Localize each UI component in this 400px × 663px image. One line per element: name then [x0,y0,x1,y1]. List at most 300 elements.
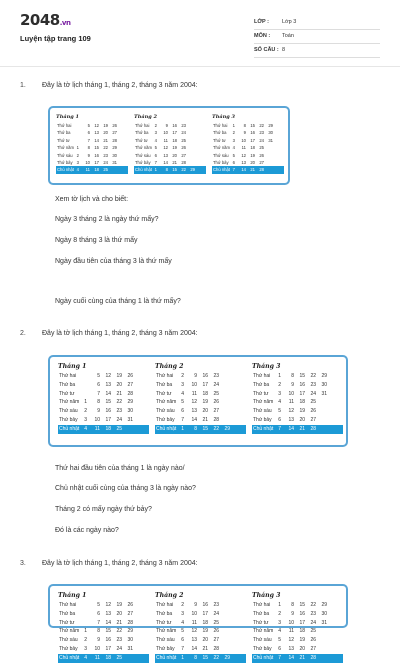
calendar-date: 1 [181,425,184,432]
calendar-date: 18 [105,425,111,432]
calendar-row [155,610,246,619]
calendar-date: 7 [154,159,157,165]
calendar-date: 18 [105,654,111,661]
calendar-row [155,654,246,663]
sub-question: Đó là các ngày nào? [55,527,119,534]
calendar-date: 17 [172,130,177,136]
calendar-date: 9 [87,152,90,158]
calendar-date: 28 [213,416,219,423]
calendar-row [252,416,343,425]
logo-suffix: .vn [59,19,71,27]
calendar-date: 2 [76,152,79,158]
calendar-date: 15 [299,602,305,608]
calendar-date: 15 [202,654,208,661]
calendar-date: 6 [97,610,100,617]
calendar-date: 21 [116,390,122,397]
calendar-date: 20 [172,152,177,158]
calendar-row [252,398,343,407]
calendar-date: 7 [181,416,184,423]
calendar-date: 17 [299,390,305,397]
calendar-date: 9 [165,123,168,128]
calendar-date: 31 [127,645,133,652]
calendar-date: 1 [232,123,235,128]
calendar-date: 16 [172,123,177,128]
calendar-weekday: Thứ bảy [253,645,272,652]
calendar-date: 10 [288,619,294,626]
calendar-row [252,619,343,628]
calendar-date: 2 [84,408,87,415]
calendar-date: 8 [87,145,90,151]
calendar-weekday: Thứ bảy [213,159,229,165]
calendar-date: 16 [299,381,305,388]
calendar-date: 20 [299,416,305,423]
calendar-date: 19 [172,145,177,151]
calendar-weekday: Thứ bảy [57,159,73,165]
calendar-date: 17 [299,619,305,626]
calendar-date: 25 [310,399,316,406]
calendar-date: 25 [103,167,108,173]
calendar-date: 16 [94,152,99,158]
calendar-date: 25 [116,654,122,661]
calendar-date: 4 [181,619,184,626]
calendar-date: 24 [116,645,122,652]
calendar-date: 6 [278,645,281,652]
calendar-row [252,645,343,654]
calendar-month [212,114,284,174]
calendar-weekday: Thứ tư [213,137,226,143]
calendar-date: 23 [310,381,316,388]
calendar-date: 2 [232,130,235,136]
calendar-date: 12 [163,145,168,151]
calendar-weekday: Thứ tư [156,390,172,397]
calendar-date: 6 [232,159,235,165]
calendar-date: 28 [213,645,219,652]
meta-value: 8 [282,47,286,53]
calendar-date: 4 [84,654,87,661]
calendar-date: 1 [84,399,87,406]
calendar-weekday: Thứ hai [156,373,174,379]
calendar-date: 28 [259,167,264,173]
calendar-date: 11 [191,619,197,626]
sub-question: Ngày cuối cùng của tháng 1 là thứ mấy? [55,298,181,305]
calendar-row [212,166,284,173]
calendar-date: 2 [84,637,87,644]
calendar-weekday: Thứ ba [57,130,71,136]
calendar-date: 3 [278,390,281,397]
calendar-row [134,159,206,166]
calendar-date: 9 [291,381,294,388]
calendar-date: 9 [243,130,246,136]
calendar-date: 27 [127,610,133,617]
calendar-row [252,372,343,381]
calendar-date: 12 [191,628,197,635]
calendar-row [134,129,206,136]
calendar-weekday: Chủ nhật [156,425,177,432]
calendar-date: 16 [202,373,208,379]
calendar-date: 1 [154,167,157,173]
calendar-date: 28 [310,425,316,432]
calendar-date: 5 [97,373,100,379]
calendar-weekday: Thứ tư [156,619,172,626]
calendar-date: 12 [288,408,294,415]
calendar-month [58,592,149,663]
calendar-weekday: Thứ sáu [253,637,272,644]
calendar-row [155,619,246,628]
calendar-weekday: Chủ nhật [156,654,177,661]
calendar-date: 28 [310,654,316,661]
calendar-date: 31 [268,137,273,143]
calendar-date: 19 [116,602,122,608]
calendar-date: 19 [202,628,208,635]
calendar-month [252,363,343,434]
calendar-date: 5 [181,628,184,635]
question-number: 1. [20,82,26,89]
calendar-row [155,372,246,381]
calendar-date: 26 [127,373,133,379]
calendar-weekday: Thứ năm [253,628,274,635]
calendar-date: 13 [105,610,111,617]
calendar-date: 7 [232,167,235,173]
calendar-date: 12 [191,399,197,406]
calendar-date: 8 [194,654,197,661]
calendar-date: 26 [213,399,219,406]
calendar-date: 3 [76,159,79,165]
calendar-date: 15 [172,167,177,173]
calendar-date: 11 [94,425,100,432]
calendar-date: 14 [288,654,294,661]
calendar-row [58,601,149,610]
calendar-date: 14 [105,390,111,397]
calendar-date: 5 [278,408,281,415]
calendar-month [58,363,149,434]
calendar-date: 18 [172,137,177,143]
question-intro: Đây là tờ lịch tháng 1, tháng 2, tháng 3 năm 2004: [42,560,198,567]
calendar-date: 11 [94,654,100,661]
page-header [0,0,400,62]
calendar-row [58,645,149,654]
calendar-date: 5 [232,152,235,158]
calendar-date: 13 [241,159,246,165]
calendar-date: 16 [105,637,111,644]
calendar-weekday: Thứ sáu [253,408,272,415]
calendar-weekday: Thứ hai [213,123,228,128]
calendar-date: 2 [181,373,184,379]
calendar-weekday: Chủ nhật [59,654,80,661]
calendar-date: 22 [116,399,122,406]
calendar-date: 26 [213,628,219,635]
calendar-date: 19 [250,152,255,158]
calendar-date: 1 [181,654,184,661]
calendar-date: 19 [116,373,122,379]
calendar-date: 15 [105,628,111,635]
calendar-row [252,425,343,434]
calendar-date: 21 [299,425,305,432]
calendar-row [252,407,343,416]
calendar-date: 23 [213,602,219,608]
calendar-weekday: Thứ sáu [156,408,175,415]
calendar-date: 7 [97,619,100,626]
calendar-row [252,627,343,636]
calendar-row [58,372,149,381]
calendar-date: 24 [259,137,264,143]
calendar-row [58,416,149,425]
calendar-date: 8 [194,425,197,432]
sub-question: Ngày 3 tháng 2 là ngày thứ mấy? [55,216,159,223]
calendar-date: 27 [310,416,316,423]
calendar-date: 29 [321,373,327,379]
calendar-date: 25 [213,390,219,397]
calendar-row [58,390,149,399]
calendar-date: 18 [299,399,305,406]
calendar-row [212,129,284,136]
calendar-weekday: Thứ năm [57,145,74,151]
calendar-date: 3 [232,137,235,143]
calendar-row [56,137,128,144]
calendar-weekday: Thứ hai [57,123,72,128]
calendar-date: 5 [87,123,90,128]
calendar-date: 3 [154,130,157,136]
calendar-date: 23 [116,408,122,415]
calendar-date: 22 [103,145,108,151]
calendar-date: 10 [85,159,90,165]
calendar-date: 10 [241,137,246,143]
sub-question: Ngày 8 tháng 3 là thứ mấy [55,237,138,244]
calendar-weekday: Thứ tư [59,619,75,626]
sub-question: Tháng 2 có mấy ngày thứ bảy? [55,506,152,513]
calendar-date: 12 [105,602,111,608]
calendar-weekday: Thứ năm [213,145,230,151]
calendar-date: 27 [181,152,186,158]
calendar-date: 1 [76,145,79,151]
calendar-date: 14 [105,619,111,626]
calendar-date: 17 [105,645,111,652]
calendar-date: 20 [202,408,208,415]
calendar-date: 11 [288,399,294,406]
calendar-weekday: Thứ tư [253,619,269,626]
calendar-date: 14 [191,416,197,423]
calendar-date: 18 [202,619,208,626]
calendar-date: 28 [127,619,133,626]
calendar-row [134,152,206,159]
calendar-weekday: Thứ sáu [213,152,229,158]
header-divider [0,66,400,67]
calendar-date: 17 [94,159,99,165]
calendar-date: 20 [116,381,122,388]
calendar-date: 23 [116,637,122,644]
calendar-date: 14 [241,167,246,173]
calendar-weekday: Thứ năm [253,399,274,406]
sub-question: Chủ nhật cuối cùng của tháng 3 là ngày nào? [55,485,196,492]
calendar-date: 28 [112,137,117,143]
calendar-date: 2 [278,610,281,617]
calendar-date: 13 [191,408,197,415]
calendar-weekday: Chủ nhật [213,167,230,173]
calendar-row [58,619,149,628]
calendar-row [155,407,246,416]
calendar-row [56,122,128,129]
calendar-date: 15 [202,425,208,432]
meta-label: LỚP : [254,19,269,25]
calendar-date: 6 [278,416,281,423]
meta-label: SỐ CÂU : [254,47,279,53]
calendar-date: 7 [87,137,90,143]
page-title: Luyện tập trang 109 [20,34,91,43]
calendar-date: 10 [163,130,168,136]
calendar-date: 25 [259,145,264,151]
calendar-weekday: Thứ năm [156,628,177,635]
calendar-weekday: Thứ bảy [135,159,151,165]
calendar-month [56,114,128,174]
calendar-date: 30 [321,610,327,617]
calendar-date: 11 [288,628,294,635]
calendar-date: 15 [250,123,255,128]
calendar-date: 13 [105,381,111,388]
calendar-date: 13 [163,152,168,158]
calendar-date: 22 [116,628,122,635]
calendar-date: 23 [259,130,264,136]
calendar-date: 26 [181,145,186,151]
calendar-month-title: Tháng 1 [56,114,79,120]
calendar-date: 30 [268,130,273,136]
calendar-date: 4 [76,167,79,173]
calendar-date: 25 [181,137,186,143]
calendar-date: 24 [310,619,316,626]
calendar-month-title: Tháng 3 [252,592,281,599]
calendar-weekday: Thứ năm [59,628,80,635]
calendar-row [58,381,149,390]
calendar-date: 7 [278,425,281,432]
calendar-date: 1 [278,373,281,379]
site-logo[interactable] [20,11,70,29]
calendar-date: 20 [202,637,208,644]
calendar-date: 23 [213,373,219,379]
calendar-date: 10 [94,645,100,652]
calendar-date: 26 [310,637,316,644]
calendar-weekday: Thứ sáu [156,637,175,644]
calendar-date: 12 [241,152,246,158]
calendar-date: 20 [250,159,255,165]
calendar-date: 3 [278,619,281,626]
calendar-row [58,425,149,434]
sub-question: Ngày đầu tiên của tháng 3 là thứ mấy [55,258,172,265]
calendar-weekday: Thứ tư [135,137,148,143]
calendar-date: 23 [181,123,186,128]
calendar-row [155,636,246,645]
calendar-weekday: Chủ nhật [57,167,74,173]
calendar-date: 29 [190,167,195,173]
calendar-date: 21 [202,416,208,423]
question-intro: Đây là tờ lịch tháng 1, tháng 2, tháng 3 năm 2004: [42,82,198,89]
calendar-date: 11 [163,137,168,143]
calendar-date: 31 [321,619,327,626]
calendar-date: 29 [112,145,117,151]
calendar-date: 29 [224,654,230,661]
calendar-date: 29 [127,399,133,406]
calendar-row [212,144,284,151]
calendar-date: 1 [278,602,281,608]
question-number: 3. [20,560,26,567]
calendar-date: 20 [103,130,108,136]
calendar-month [252,592,343,663]
calendar-date: 29 [321,602,327,608]
calendar-row [134,137,206,144]
calendar-date: 24 [213,610,219,617]
calendar-date: 17 [202,610,208,617]
calendar-date: 21 [103,137,108,143]
calendar-row [155,601,246,610]
meta-value: Lớp 3 [282,19,297,25]
calendar-date: 22 [259,123,264,128]
calendar-date: 15 [94,145,99,151]
calendar-date: 22 [181,167,186,173]
calendar-date: 19 [299,408,305,415]
calendar-row [252,601,343,610]
calendar-date: 18 [299,628,305,635]
calendar-weekday: Thứ hai [156,602,174,608]
calendar-weekday: Thứ sáu [57,152,73,158]
calendar-date: 16 [299,610,305,617]
calendar-date: 26 [310,408,316,415]
calendar-weekday: Thứ bảy [156,416,175,423]
calendar-image [48,355,348,447]
calendar-date: 27 [127,381,133,388]
calendar-row [155,381,246,390]
calendar-date: 4 [232,145,235,151]
calendar-date: 19 [103,123,108,128]
calendar-date: 14 [288,425,294,432]
calendar-row [58,627,149,636]
calendar-date: 14 [163,159,168,165]
calendar-date: 5 [97,602,100,608]
calendar-weekday: Thứ tư [57,137,70,143]
calendar-weekday: Chủ nhật [253,654,274,661]
calendar-date: 16 [105,408,111,415]
calendar-date: 26 [259,152,264,158]
calendar-date: 17 [250,137,255,143]
calendar-month-title: Tháng 3 [252,363,281,370]
calendar-weekday: Thứ sáu [59,637,78,644]
calendar-date: 11 [241,145,246,151]
calendar-row [252,654,343,663]
calendar-month [155,363,246,434]
calendar-date: 22 [310,602,316,608]
calendar-weekday: Thứ sáu [135,152,151,158]
calendar-row [56,129,128,136]
calendar-image [48,106,290,185]
calendar-weekday: Thứ ba [156,610,173,617]
calendar-date: 6 [87,130,90,136]
calendar-row [58,654,149,663]
calendar-date: 22 [213,425,219,432]
calendar-row [155,627,246,636]
calendar-date: 2 [181,602,184,608]
calendar-date: 13 [94,130,99,136]
calendar-row [155,390,246,399]
calendar-date: 17 [105,416,111,423]
calendar-date: 12 [94,123,99,128]
calendar-weekday: Thứ hai [59,602,77,608]
calendar-date: 28 [127,390,133,397]
calendar-date: 2 [278,381,281,388]
calendar-date: 11 [85,167,90,173]
calendar-row [252,636,343,645]
calendar-month [155,592,246,663]
calendar-row [134,144,206,151]
calendar-date: 12 [288,637,294,644]
calendar-date: 9 [97,408,100,415]
calendar-date: 29 [268,123,273,128]
calendar-row [155,645,246,654]
